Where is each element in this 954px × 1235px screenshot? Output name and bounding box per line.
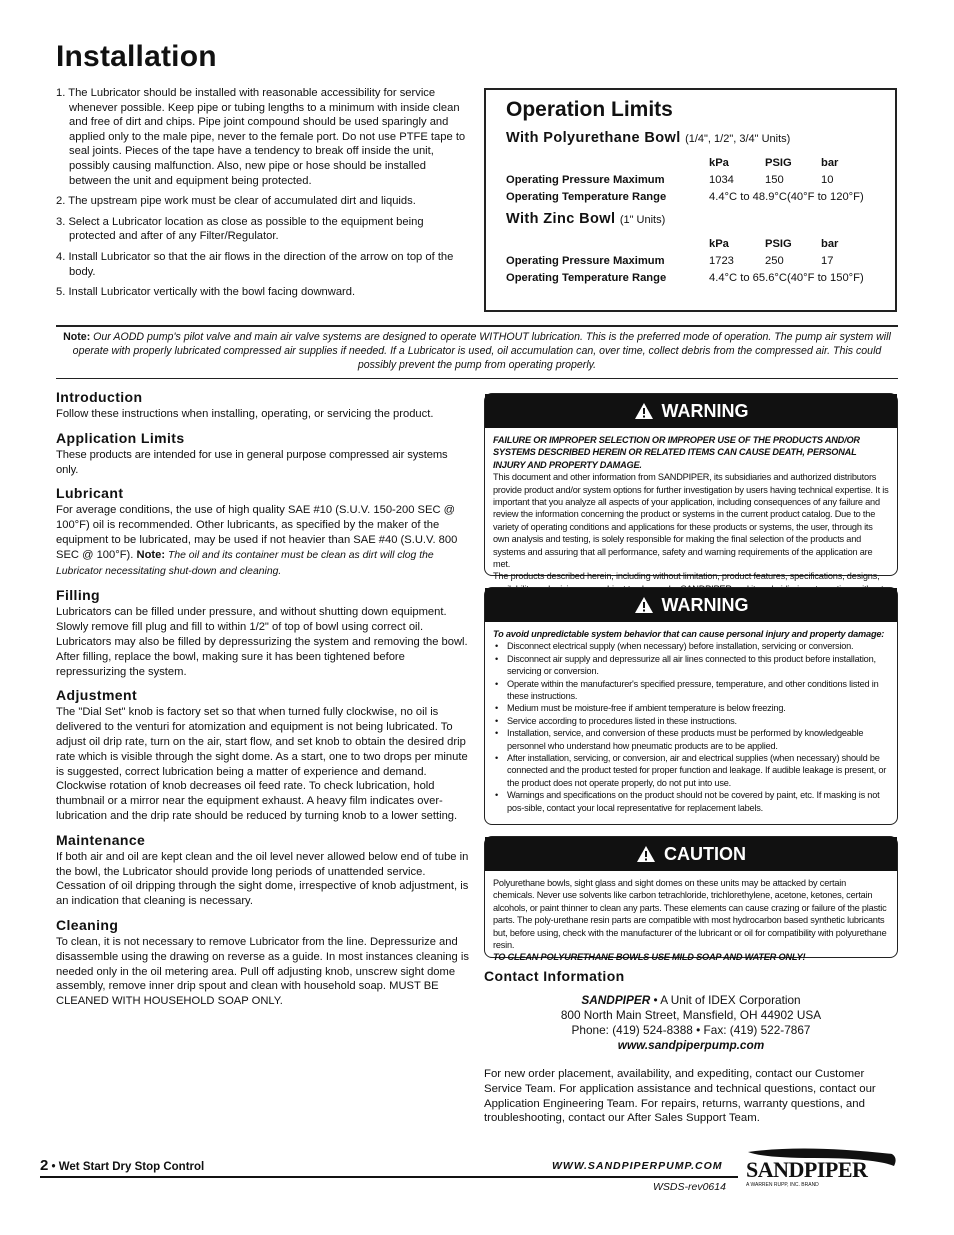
- operation-limits-box: [484, 88, 897, 312]
- warning-lead: To avoid unpredictable system behavior that can cause personal injury and property damage:: [493, 629, 885, 639]
- pressure-label: Operating Pressure Maximum: [506, 254, 665, 267]
- pressure-psig: 250: [765, 254, 784, 267]
- install-step: 4. Install Lubricator so that the air flows in the direction of the arrow on top of the body.: [56, 250, 454, 278]
- zinc-heading: [506, 211, 875, 227]
- contact-paragraph: For new order placement, availability, and expediting, contact our Customer Service Team. For application assistance and technical questions, contact our Application Engineering Team. For repairs, returns, warranty questions, and troubleshooting, contact our After Sales Support Team.: [484, 1068, 876, 1125]
- note-label: Note:: [63, 331, 91, 343]
- section-heading-adjustment: Adjustment: [56, 687, 137, 704]
- note-paragraph: [56, 330, 898, 373]
- contact-company-line: [484, 993, 898, 1008]
- pressure-label: Operating Pressure Maximum: [506, 173, 665, 186]
- table-header-row: [506, 154, 875, 171]
- list-item: • Disconnect electrical supply (when necessary) before installation, servicing or conversion.: [493, 640, 889, 652]
- caution-bold: TO CLEAN POLYURETHANE BOWLS USE MILD SOAP AND WATER ONLY!: [493, 952, 806, 963]
- polyurethane-units: (1/4", 1/2", 3/4" Units): [685, 133, 791, 145]
- install-step: 3. Select a Lubricator location as close as possible to the equipment being protected and after of any Filter/Regulator.: [56, 215, 424, 243]
- note-text: Our AODD pump's pilot valve and main air valve systems are designed to operate WITHOUT lubrication. This is the preferred mode of operation. The pump air system will operate with properly lubricated compressed air supplies if needed. If a Lubricator is used, oil accumulation can, over time, collect debris from the compressed air. This could possibly prevent the pump from operating properly.: [72, 331, 891, 372]
- section-heading-application-limits: Application Limits: [56, 429, 185, 446]
- table-row: [506, 269, 875, 286]
- warning-body: [485, 428, 897, 614]
- install-step: 1. The Lubricator should be installed with reasonable accessibility for service whenever possible. Keep pipe or tubing lengths to a minimum with inside clean and free of dirt and chips. Pipe joint compound should be used sparingly and applied only to the male pipe, never to the female port. Do not use PTFE tape to seal joints. Pieces of the tape have a tendency to break off inside the unit, possibly causing malfunction. Also, new pipe or hose should be installed between the unit and equipment being protected.: [56, 87, 466, 187]
- warning-box-general: [484, 393, 898, 582]
- warning-title: WARNING: [661, 400, 749, 421]
- table-row: [506, 171, 875, 188]
- caution-header: [485, 837, 897, 871]
- install-step: 5. Install Lubricator vertically with the bowl facing downward.: [56, 286, 356, 299]
- contact-web-link[interactable]: www.sandpiperpump.com: [617, 1038, 765, 1052]
- list-item: • Installation, service, and conversion of these products must be performed by knowledgeable personnel who understand how pneumatic products are to be applied.: [493, 727, 889, 752]
- caution-body: [485, 871, 897, 970]
- list-item: • Service according to procedures listed in these instructions.: [493, 715, 889, 727]
- zinc-units: (1" Units): [619, 214, 666, 226]
- svg-text:A WARREN RUPP, INC. BRAND: A WARREN RUPP, INC. BRAND: [746, 1182, 819, 1188]
- footer-rule: [40, 1176, 738, 1178]
- contact-address: 800 North Main Street, Mansfield, OH 44902 USA: [560, 1008, 822, 1022]
- footer-revision: WSDS-rev0614: [653, 1181, 726, 1193]
- list-item: • Operate within the manufacturer's specified pressure, temperature, and other conditions listed in these instructions.: [493, 678, 889, 703]
- warning-header: [485, 588, 897, 622]
- polyurethane-heading-text: With Polyurethane Bowl: [506, 130, 681, 146]
- section-heading-introduction: Introduction: [56, 389, 143, 405]
- col-kpa: kPa: [709, 237, 729, 250]
- footer-url-link[interactable]: WWW.SANDPIPERPUMP.COM: [552, 1160, 723, 1172]
- section-text-filling: Lubricators can be filled under pressure, and without shutting down equipment. Slowly remove fill plug and fill to within 1/2" of top of bowl using correct oil. Lubricators may also be filled by depressurizing the system and removing the bowl. After filling, replace the bowl, making sure it has been tightened before repressurizing the system.: [56, 606, 468, 678]
- warning-paragraph: The products described herein, including without limitation, product features, specifications, designs,: [493, 571, 880, 582]
- section-heading-filling: Filling: [56, 587, 101, 604]
- zinc-heading-text: With Zinc Bowl: [506, 211, 616, 227]
- section-text-maintenance: If both air and oil are kept clean and the oil level never allowed below end of tube in the bowl, the Lubricator should provide long periods of unattended service. Cessation of oil dripping through the sight dome, irrespective of knob adjustment, is an indication that cleaning is necessary.: [56, 850, 469, 908]
- left-column: [56, 389, 471, 1009]
- section-text-lubricant: [56, 503, 471, 579]
- divider: [56, 378, 898, 379]
- installation-steps: [56, 86, 471, 306]
- list-item: • Warnings and specifications on the product should not be covered by paint, etc. If masking is not pos-sible, contact your local representative for replacement labels.: [493, 789, 889, 814]
- section-text-application-limits: These products are intended for use in general purpose compressed air systems only.: [56, 448, 448, 476]
- lubricant-note-label: Note:: [136, 548, 166, 561]
- zinc-table: [506, 235, 875, 286]
- caution-triangle-icon: [636, 845, 656, 863]
- list-item: • Disconnect air supply and depressurize all air lines connected to this product before installation, servicing or conversion.: [493, 653, 889, 678]
- divider: [56, 325, 898, 327]
- col-psig: PSIG: [765, 156, 792, 169]
- section-text-adjustment: The "Dial Set" knob is factory set so that when turned fully clockwise, no oil is delivered to the venturi for atomization and equipment is not being lubricated. To adjust oil drip rate, turn on the air, start flow, and set knob to obtain the desired drip rate which is visible through the sight dome. As a start, one to two drops per minute is suggested, correct lubrication being a matter of experience and demand. Clockwise rotation of knob decreases oil feed rate. To check lubrication, hold thumbnail or a mirror near the equipment exhaust. A heavy film indicates over-lubrication and the drip rate should be reduced by turning knob to a lower setting.: [56, 706, 468, 822]
- section-text-cleaning: To clean, it is not necessary to remove Lubricator from the line. Depressurize and disassemble using the drawing on reverse as a guide. In most instances cleaning is needed only in the oil metering area. Pull off adjusting knob, unscrew sight dome assembly, remove inner drip spout and clean with household soap. MUST BE CLEANED WITH HOUSEHOLD SOAP ONLY.: [56, 935, 469, 1008]
- contact-company-suffix: • A Unit of IDEX Corporation: [650, 993, 801, 1007]
- warning-triangle-icon: [634, 596, 654, 614]
- polyurethane-table: [506, 154, 875, 205]
- col-bar: bar: [821, 237, 839, 250]
- warning-body: [485, 622, 897, 820]
- warning-paragraph: This document and other information from SANDPIPER, its subsidiaries and authorized distributors provide product and/or system options for further investigation by users having technical expertise. It is important that you analyze all aspects of your application, including consequences of any failure and review the information concerning the product or systems in the current product catalog. Due to the variety of operating conditions and applications for these products or systems, the user, through its own analysis and testing, is solely responsible for making the final selection of the products and systems and assuring that all performance, safety and warning requirements of the application are met.: [493, 472, 889, 570]
- table-row: [506, 252, 875, 269]
- temp-label: Operating Temperature Range: [506, 190, 667, 203]
- section-heading-cleaning: Cleaning: [56, 916, 119, 933]
- svg-text:SANDPIPER: SANDPIPER: [746, 1157, 868, 1182]
- caution-title: CAUTION: [664, 843, 746, 864]
- section-heading-maintenance: Maintenance: [56, 831, 146, 848]
- warning-box-safety: [484, 587, 898, 825]
- install-step: 2. The upstream pipe work must be clear of accumulated dirt and liquids.: [56, 195, 416, 208]
- pressure-bar: 10: [821, 173, 834, 186]
- warning-title: WARNING: [661, 594, 749, 615]
- section-heading-lubricant: Lubricant: [56, 485, 124, 502]
- lubricant-text: For average conditions, the use of high quality SAE #10 (S.U.V. 150-200 SEC @ 100°F) oil is recommended. Other lubricants, as specified by the maker of the equipment to be lubricated, may be used if not heavier than SAE #40 (S.U.V. 800 SEC @ 100°F).: [56, 504, 458, 561]
- col-kpa: kPa: [709, 156, 729, 169]
- page-number: 2: [40, 1157, 49, 1174]
- temp-value: 4.4°C to 48.9°C(40°F to 120°F): [709, 190, 864, 203]
- pressure-kpa: 1034: [709, 173, 734, 186]
- sandpiper-logo: [744, 1146, 898, 1188]
- caution-text: Polyurethane bowls, sight glass and sight domes on these units may be attacked by certain chemicals. Never use solvents like carbon tetrachloride, trichlorethylene, acetone, ketones, certain alcohols, or paint thinner to clean any parts. These elements can cause crazing or failure of the plastic parts. The poly-urethane resin parts are compatible with most hydrocarbon based synthetic lubricants but, before using, check with the manufacturer of the lubricant or oil for compatibility with polyurethane resin.: [493, 878, 887, 951]
- warning-triangle-icon: [634, 402, 654, 420]
- table-header-row: [506, 235, 875, 252]
- lubricant-note-text: The oil and its container must be clean as dirt will clog the Lubricator necessitating shut-down and cleaning.: [56, 549, 434, 577]
- list-item: • Medium must be moisture-free if ambient temperature is below freezing.: [493, 702, 889, 714]
- operation-limits-heading: Operation Limits: [506, 98, 673, 121]
- warning-header: [485, 394, 897, 428]
- temp-value: 4.4°C to 65.6°C(40°F to 150°F): [709, 271, 864, 284]
- col-psig: PSIG: [765, 237, 792, 250]
- footer-page-label: [40, 1157, 204, 1174]
- contact-heading: Contact Information: [484, 968, 625, 984]
- contact-phone: Phone: (419) 524-8388 • Fax: (419) 522-7867: [571, 1023, 811, 1037]
- temp-label: Operating Temperature Range: [506, 271, 667, 284]
- doc-title: • Wet Start Dry Stop Control: [48, 1161, 205, 1173]
- contact-company: SANDPIPER: [581, 993, 651, 1007]
- pressure-bar: 17: [821, 254, 834, 267]
- caution-box: [484, 836, 898, 963]
- col-bar: bar: [821, 156, 839, 169]
- warning-list: [493, 640, 889, 814]
- polyurethane-heading: [506, 130, 875, 146]
- list-item: • After installation, servicing, or conversion, air and electrical supplies (when necessary) should be connected and the product tested for proper function and leakage. If audible leakage is present, or the product does not operate properly, do not put into use.: [493, 752, 889, 789]
- table-row: [506, 188, 875, 205]
- warning-lead: FAILURE OR IMPROPER SELECTION OR IMPROPER USE OF THE PRODUCTS AND/OR SYSTEMS DESCRIBED HEREIN OR RELATED ITEMS CAN CAUSE DEATH, PERSONAL INJURY AND PROPERTY DAMAGE.: [493, 435, 860, 470]
- page-title: Installation: [56, 40, 217, 73]
- pressure-psig: 150: [765, 173, 784, 186]
- contact-block: [484, 993, 898, 1053]
- section-text-introduction: Follow these instructions when installing, operating, or servicing the product.: [56, 408, 434, 420]
- pressure-kpa: 1723: [709, 254, 734, 267]
